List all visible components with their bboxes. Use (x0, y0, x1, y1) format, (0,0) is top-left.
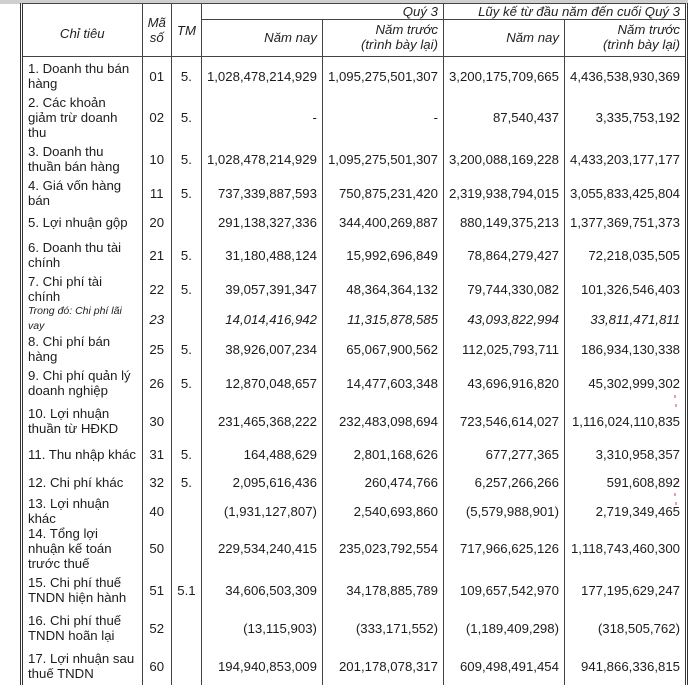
header-quarter-prev-year: Năm trước (trình bày lại) (322, 20, 443, 57)
row-code: 26 (142, 364, 171, 402)
row-ytd-this-year: 3,200,088,169,228 (443, 140, 564, 178)
table-row (22, 304, 687, 334)
row-note (171, 647, 201, 685)
row-ytd-this-year: 3,200,175,709,665 (443, 57, 564, 96)
row-ytd-this-year: 87,540,437 (443, 95, 564, 140)
row-quarter-this-year: 1,028,478,214,929 (201, 140, 322, 178)
row-label: 11. Thu nhập khác (22, 440, 143, 468)
row-code: 10 (142, 140, 171, 178)
row-ytd-this-year: 677,277,365 (443, 440, 564, 468)
row-quarter-prev-year: 15,992,696,849 (322, 236, 443, 274)
row-quarter-this-year: (13,115,903) (201, 609, 322, 647)
header-group-quarter: Quý 3 (201, 4, 443, 20)
row-code: 21 (142, 236, 171, 274)
row-quarter-prev-year: 1,095,275,501,307 (322, 140, 443, 178)
row-ytd-prev-year: (318,505,762) (564, 609, 686, 647)
row-ytd-prev-year: 72,218,035,505 (564, 236, 686, 274)
table-row (22, 140, 687, 178)
row-code: 02 (142, 95, 171, 140)
table-row (22, 236, 687, 274)
table-row (22, 57, 687, 96)
table-row (22, 334, 687, 364)
row-ytd-prev-year: 1,116,024,110,835 (564, 402, 686, 440)
row-note: 5.1 (171, 571, 201, 609)
row-code: 31 (142, 440, 171, 468)
row-label: 3. Doanh thu thuần bán hàng (22, 140, 143, 178)
row-quarter-this-year: 31,180,488,124 (201, 236, 322, 274)
row-quarter-prev-year: 260,474,766 (322, 468, 443, 496)
row-quarter-prev-year: 14,477,603,348 (322, 364, 443, 402)
row-ytd-this-year: 78,864,279,427 (443, 236, 564, 274)
row-ytd-this-year: 609,498,491,454 (443, 647, 564, 685)
row-ytd-this-year: 723,546,614,027 (443, 402, 564, 440)
table-row (22, 526, 687, 571)
row-quarter-prev-year: 344,400,269,887 (322, 208, 443, 236)
row-quarter-this-year: 34,606,503,309 (201, 571, 322, 609)
row-label: 15. Chi phí thuế TNDN hiện hành (22, 571, 143, 609)
row-quarter-prev-year: 48,364,364,132 (322, 274, 443, 304)
row-ytd-prev-year: 101,326,546,403 (564, 274, 686, 304)
table-row (22, 609, 687, 647)
row-note (171, 526, 201, 571)
row-quarter-this-year: 291,138,327,336 (201, 208, 322, 236)
table-row (22, 496, 687, 526)
row-ytd-prev-year: 941,866,336,815 (564, 647, 686, 685)
row-ytd-this-year: 109,657,542,970 (443, 571, 564, 609)
row-ytd-prev-year: 1,118,743,460,300 (564, 526, 686, 571)
row-ytd-prev-year: 4,433,203,177,177 (564, 140, 686, 178)
row-ytd-prev-year: 3,055,833,425,804 (564, 178, 686, 208)
row-ytd-prev-year: 2,719,349,465 (564, 496, 686, 526)
table-row (22, 364, 687, 402)
row-label: 4. Giá vốn hàng bán (22, 178, 143, 208)
row-note (171, 496, 201, 526)
row-code: 60 (142, 647, 171, 685)
row-label: 10. Lợi nhuận thuần từ HĐKD (22, 402, 143, 440)
row-note (171, 609, 201, 647)
row-note: 5. (171, 274, 201, 304)
row-quarter-this-year: 737,339,887,593 (201, 178, 322, 208)
row-code: 32 (142, 468, 171, 496)
row-quarter-prev-year: 34,178,885,789 (322, 571, 443, 609)
row-ytd-prev-year: 3,335,753,192 (564, 95, 686, 140)
row-note: 5. (171, 468, 201, 496)
row-ytd-this-year: (1,189,409,298) (443, 609, 564, 647)
row-ytd-this-year: 43,696,916,820 (443, 364, 564, 402)
row-quarter-this-year: - (201, 95, 322, 140)
row-code: 01 (142, 57, 171, 96)
row-quarter-prev-year: 11,315,878,585 (322, 304, 443, 334)
row-code: 40 (142, 496, 171, 526)
row-label: 7. Chi phí tài chính (22, 274, 143, 304)
table-row (22, 208, 687, 236)
row-note (171, 208, 201, 236)
row-code: 23 (142, 304, 171, 334)
row-note: 5. (171, 364, 201, 402)
row-ytd-this-year: 2,319,938,794,015 (443, 178, 564, 208)
row-code: 50 (142, 526, 171, 571)
row-ytd-prev-year: 1,377,369,751,373 (564, 208, 686, 236)
header-label-col: Chỉ tiêu (22, 4, 143, 57)
row-quarter-prev-year: 2,801,168,626 (322, 440, 443, 468)
row-quarter-this-year: 38,926,007,234 (201, 334, 322, 364)
row-label: 17. Lợi nhuận sau thuế TNDN (22, 647, 143, 685)
row-quarter-prev-year: - (322, 95, 443, 140)
row-quarter-this-year: 231,465,368,222 (201, 402, 322, 440)
row-label: 16. Chi phí thuế TNDN hoãn lại (22, 609, 143, 647)
row-code: 11 (142, 178, 171, 208)
table-row (22, 95, 687, 140)
row-code: 30 (142, 402, 171, 440)
row-quarter-prev-year: 65,067,900,562 (322, 334, 443, 364)
row-code: 51 (142, 571, 171, 609)
row-quarter-prev-year: 201,178,078,317 (322, 647, 443, 685)
row-quarter-this-year: 194,940,853,009 (201, 647, 322, 685)
row-quarter-this-year: 2,095,616,436 (201, 468, 322, 496)
row-label: 13. Lợi nhuận khác (22, 496, 143, 526)
row-note: 5. (171, 95, 201, 140)
row-quarter-this-year: 14,014,416,942 (201, 304, 322, 334)
row-quarter-this-year: (1,931,127,807) (201, 496, 322, 526)
row-note (171, 402, 201, 440)
header-group-ytd: Lũy kế từ đầu năm đến cuối Quý 3 (443, 4, 686, 20)
row-quarter-prev-year: 750,875,231,420 (322, 178, 443, 208)
row-ytd-this-year: 79,744,330,082 (443, 274, 564, 304)
row-quarter-prev-year: 232,483,098,694 (322, 402, 443, 440)
row-quarter-this-year: 1,028,478,214,929 (201, 57, 322, 96)
row-label: Trong đó: Chi phí lãi vay (22, 304, 143, 334)
row-label: 5. Lợi nhuận gộp (22, 208, 143, 236)
row-label: 12. Chi phí khác (22, 468, 143, 496)
table-row (22, 402, 687, 440)
row-ytd-prev-year: 3,310,958,357 (564, 440, 686, 468)
row-ytd-prev-year: 177,195,629,247 (564, 571, 686, 609)
row-code: 52 (142, 609, 171, 647)
row-code: 25 (142, 334, 171, 364)
header-quarter-this-year: Năm nay (201, 20, 322, 57)
row-ytd-this-year: 717,966,625,126 (443, 526, 564, 571)
row-ytd-prev-year: 45,302,999,302 (564, 364, 686, 402)
row-code: 20 (142, 208, 171, 236)
row-note: 5. (171, 236, 201, 274)
table-row (22, 274, 687, 304)
table-row (22, 647, 687, 685)
row-ytd-prev-year: 591,608,892 (564, 468, 686, 496)
row-ytd-prev-year: 186,934,130,338 (564, 334, 686, 364)
row-ytd-this-year: (5,579,988,901) (443, 496, 564, 526)
row-quarter-this-year: 12,870,048,657 (201, 364, 322, 402)
row-quarter-prev-year: 1,095,275,501,307 (322, 57, 443, 96)
row-ytd-prev-year: 4,436,538,930,369 (564, 57, 686, 96)
row-quarter-prev-year: (333,171,552) (322, 609, 443, 647)
row-quarter-prev-year: 235,023,792,554 (322, 526, 443, 571)
row-note: 5. (171, 140, 201, 178)
row-ytd-this-year: 112,025,793,711 (443, 334, 564, 364)
row-note: 5. (171, 334, 201, 364)
row-ytd-this-year: 6,257,266,266 (443, 468, 564, 496)
row-ytd-this-year: 43,093,822,994 (443, 304, 564, 334)
header-note-col: TM (171, 4, 201, 57)
income-statement-table (20, 3, 688, 685)
header-ytd-this-year: Năm nay (443, 20, 564, 57)
header-ytd-prev-year: Năm trước (trình bày lại) (564, 20, 686, 57)
row-label: 6. Doanh thu tài chính (22, 236, 143, 274)
row-note (171, 304, 201, 334)
row-label: 9. Chi phí quản lý doanh nghiệp (22, 364, 143, 402)
row-quarter-this-year: 39,057,391,347 (201, 274, 322, 304)
row-quarter-prev-year: 2,540,693,860 (322, 496, 443, 526)
table-row (22, 571, 687, 609)
row-label: 1. Doanh thu bán hàng (22, 57, 143, 96)
row-label: 2. Các khoản giảm trừ doanh thu (22, 95, 143, 140)
row-note: 5. (171, 440, 201, 468)
row-label: 8. Chi phí bán hàng (22, 334, 143, 364)
table-row (22, 440, 687, 468)
table-row (22, 468, 687, 496)
row-note: 5. (171, 178, 201, 208)
row-code: 22 (142, 274, 171, 304)
header-code-col: Mã số (142, 4, 171, 57)
row-ytd-prev-year: 33,811,471,811 (564, 304, 686, 334)
row-label: 14. Tổng lợi nhuận kế toán trước thuế (22, 526, 143, 571)
row-quarter-this-year: 229,534,240,415 (201, 526, 322, 571)
row-quarter-this-year: 164,488,629 (201, 440, 322, 468)
table-row (22, 178, 687, 208)
row-note: 5. (171, 57, 201, 96)
row-ytd-this-year: 880,149,375,213 (443, 208, 564, 236)
